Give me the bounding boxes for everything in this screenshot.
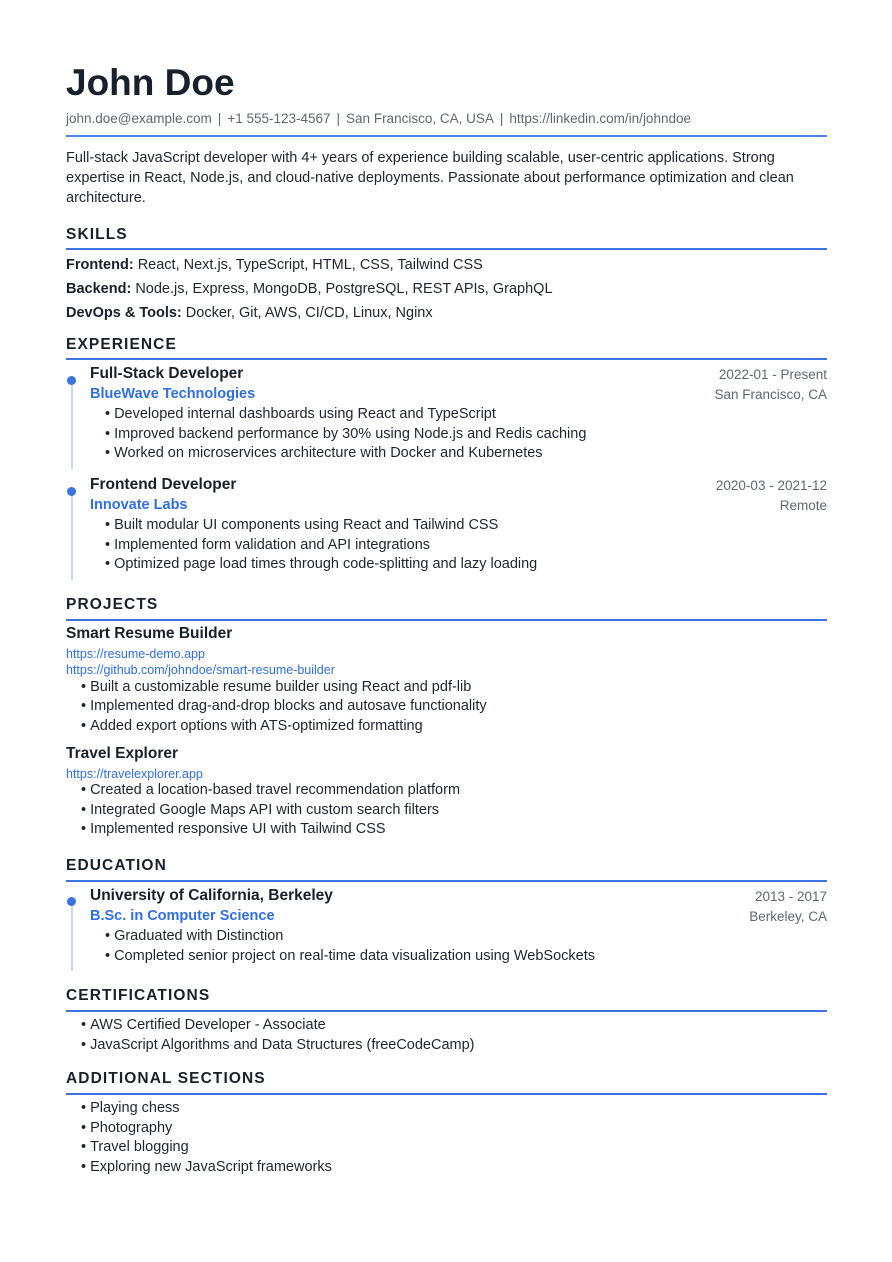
additional-item: • Photography [81, 1119, 172, 1137]
education-location: Berkeley, CA [749, 909, 827, 924]
job-title: Frontend Developer [90, 476, 237, 493]
job-dates: 2022-01 - Present [718, 367, 827, 382]
certification-item: • JavaScript Algorithms and Data Structures (freeCodeCamp) [81, 1036, 475, 1054]
job-location: San Francisco, CA [714, 387, 827, 402]
summary-paragraph: Full-stack JavaScript developer with 4+ years of experience building scalable, user-centric applications. Strong expertise in React, Node.js, and cloud-native deployments. Passionate about performance optimization and clean architecture. [66, 150, 794, 206]
project-bullet: • Added export options with ATS-optimized formatting [81, 717, 423, 735]
project-bullet: • Implemented drag-and-drop blocks and autosave functionality [81, 697, 487, 715]
header-divider [66, 135, 827, 137]
job-dates: 2020-03 - 2021-12 [715, 478, 827, 493]
separator: | [217, 111, 222, 126]
additional-item: • Travel blogging [81, 1138, 189, 1156]
project-link[interactable]: https://resume-demo.app [66, 647, 205, 661]
education-bullet: • Completed senior project on real-time data visualization using WebSockets [105, 947, 595, 965]
project-link[interactable]: https://travelexplorer.app [66, 767, 203, 781]
skill-label: DevOps & Tools: [66, 305, 182, 321]
certification-item: • AWS Certified Developer - Associate [81, 1016, 326, 1034]
skill-value: Node.js, Express, MongoDB, PostgreSQL, REST APIs, GraphQL [135, 281, 553, 297]
job-bullet: • Developed internal dashboards using React and TypeScript [105, 405, 496, 423]
skills-row [66, 280, 553, 298]
separator: | [336, 111, 341, 126]
job-bullet: • Improved backend performance by 30% using Node.js and Redis caching [105, 425, 586, 443]
linkedin-link[interactable]: https://linkedin.com/in/johndoe [509, 111, 691, 126]
skill-value: Docker, Git, AWS, CI/CD, Linux, Nginx [185, 305, 433, 321]
job-company: BlueWave Technologies [90, 386, 256, 402]
job-location: Remote [779, 498, 827, 513]
school-name: University of California, Berkeley [90, 887, 333, 904]
job-bullet: • Implemented form validation and API integrations [105, 536, 430, 554]
phone-number: +1 555-123-4567 [227, 111, 331, 126]
education-dates: 2013 - 2017 [754, 889, 827, 904]
contact-line [66, 111, 691, 127]
job-title: Full-Stack Developer [90, 365, 244, 382]
section-heading-education: EDUCATION [66, 857, 167, 874]
skill-label: Frontend: [66, 257, 134, 273]
email-link[interactable]: john.doe@example.com [66, 111, 212, 126]
education-bullet: • Graduated with Distinction [105, 927, 283, 945]
section-heading-skills: SKILLS [66, 226, 128, 243]
timeline-dot-icon [67, 487, 76, 496]
project-title: Smart Resume Builder [66, 625, 233, 642]
section-divider [66, 248, 827, 250]
job-bullet: • Worked on microservices architecture with Docker and Kubernetes [105, 444, 543, 462]
project-bullet: • Integrated Google Maps API with custom search filters [81, 801, 439, 819]
job-bullet: • Optimized page load times through code-splitting and lazy loading [105, 555, 537, 573]
skills-row [66, 304, 433, 322]
section-divider [66, 880, 827, 882]
section-heading-additional: ADDITIONAL SECTIONS [66, 1070, 266, 1087]
location-text: San Francisco, CA, USA [346, 111, 494, 126]
timeline-line [71, 898, 73, 971]
additional-item: • Exploring new JavaScript frameworks [81, 1158, 332, 1176]
job-bullet: • Built modular UI components using React and Tailwind CSS [105, 516, 498, 534]
section-heading-experience: EXPERIENCE [66, 336, 177, 353]
project-bullet: • Built a customizable resume builder using React and pdf-lib [81, 678, 471, 696]
section-heading-projects: PROJECTS [66, 596, 159, 613]
project-bullet: • Implemented responsive UI with Tailwind CSS [81, 820, 386, 838]
skill-label: Backend: [66, 281, 132, 297]
project-title: Travel Explorer [66, 745, 179, 762]
section-heading-certifications: CERTIFICATIONS [66, 987, 211, 1004]
skill-value: React, Next.js, TypeScript, HTML, CSS, Tailwind CSS [137, 257, 483, 273]
separator: | [499, 111, 504, 126]
candidate-name: John Doe [66, 62, 235, 103]
section-divider [66, 1093, 827, 1095]
section-divider [66, 619, 827, 621]
timeline-line [71, 487, 73, 580]
project-link[interactable]: https://github.com/johndoe/smart-resume-builder [66, 663, 335, 677]
skills-row [66, 256, 483, 274]
degree-name: B.Sc. in Computer Science [90, 908, 275, 924]
additional-item: • Playing chess [81, 1099, 180, 1117]
timeline-line [71, 376, 73, 469]
job-company: Innovate Labs [90, 497, 188, 513]
project-bullet: • Created a location-based travel recommendation platform [81, 781, 460, 799]
section-divider [66, 358, 827, 360]
timeline-dot-icon [67, 376, 76, 385]
section-divider [66, 1010, 827, 1012]
timeline-dot-icon [67, 897, 76, 906]
